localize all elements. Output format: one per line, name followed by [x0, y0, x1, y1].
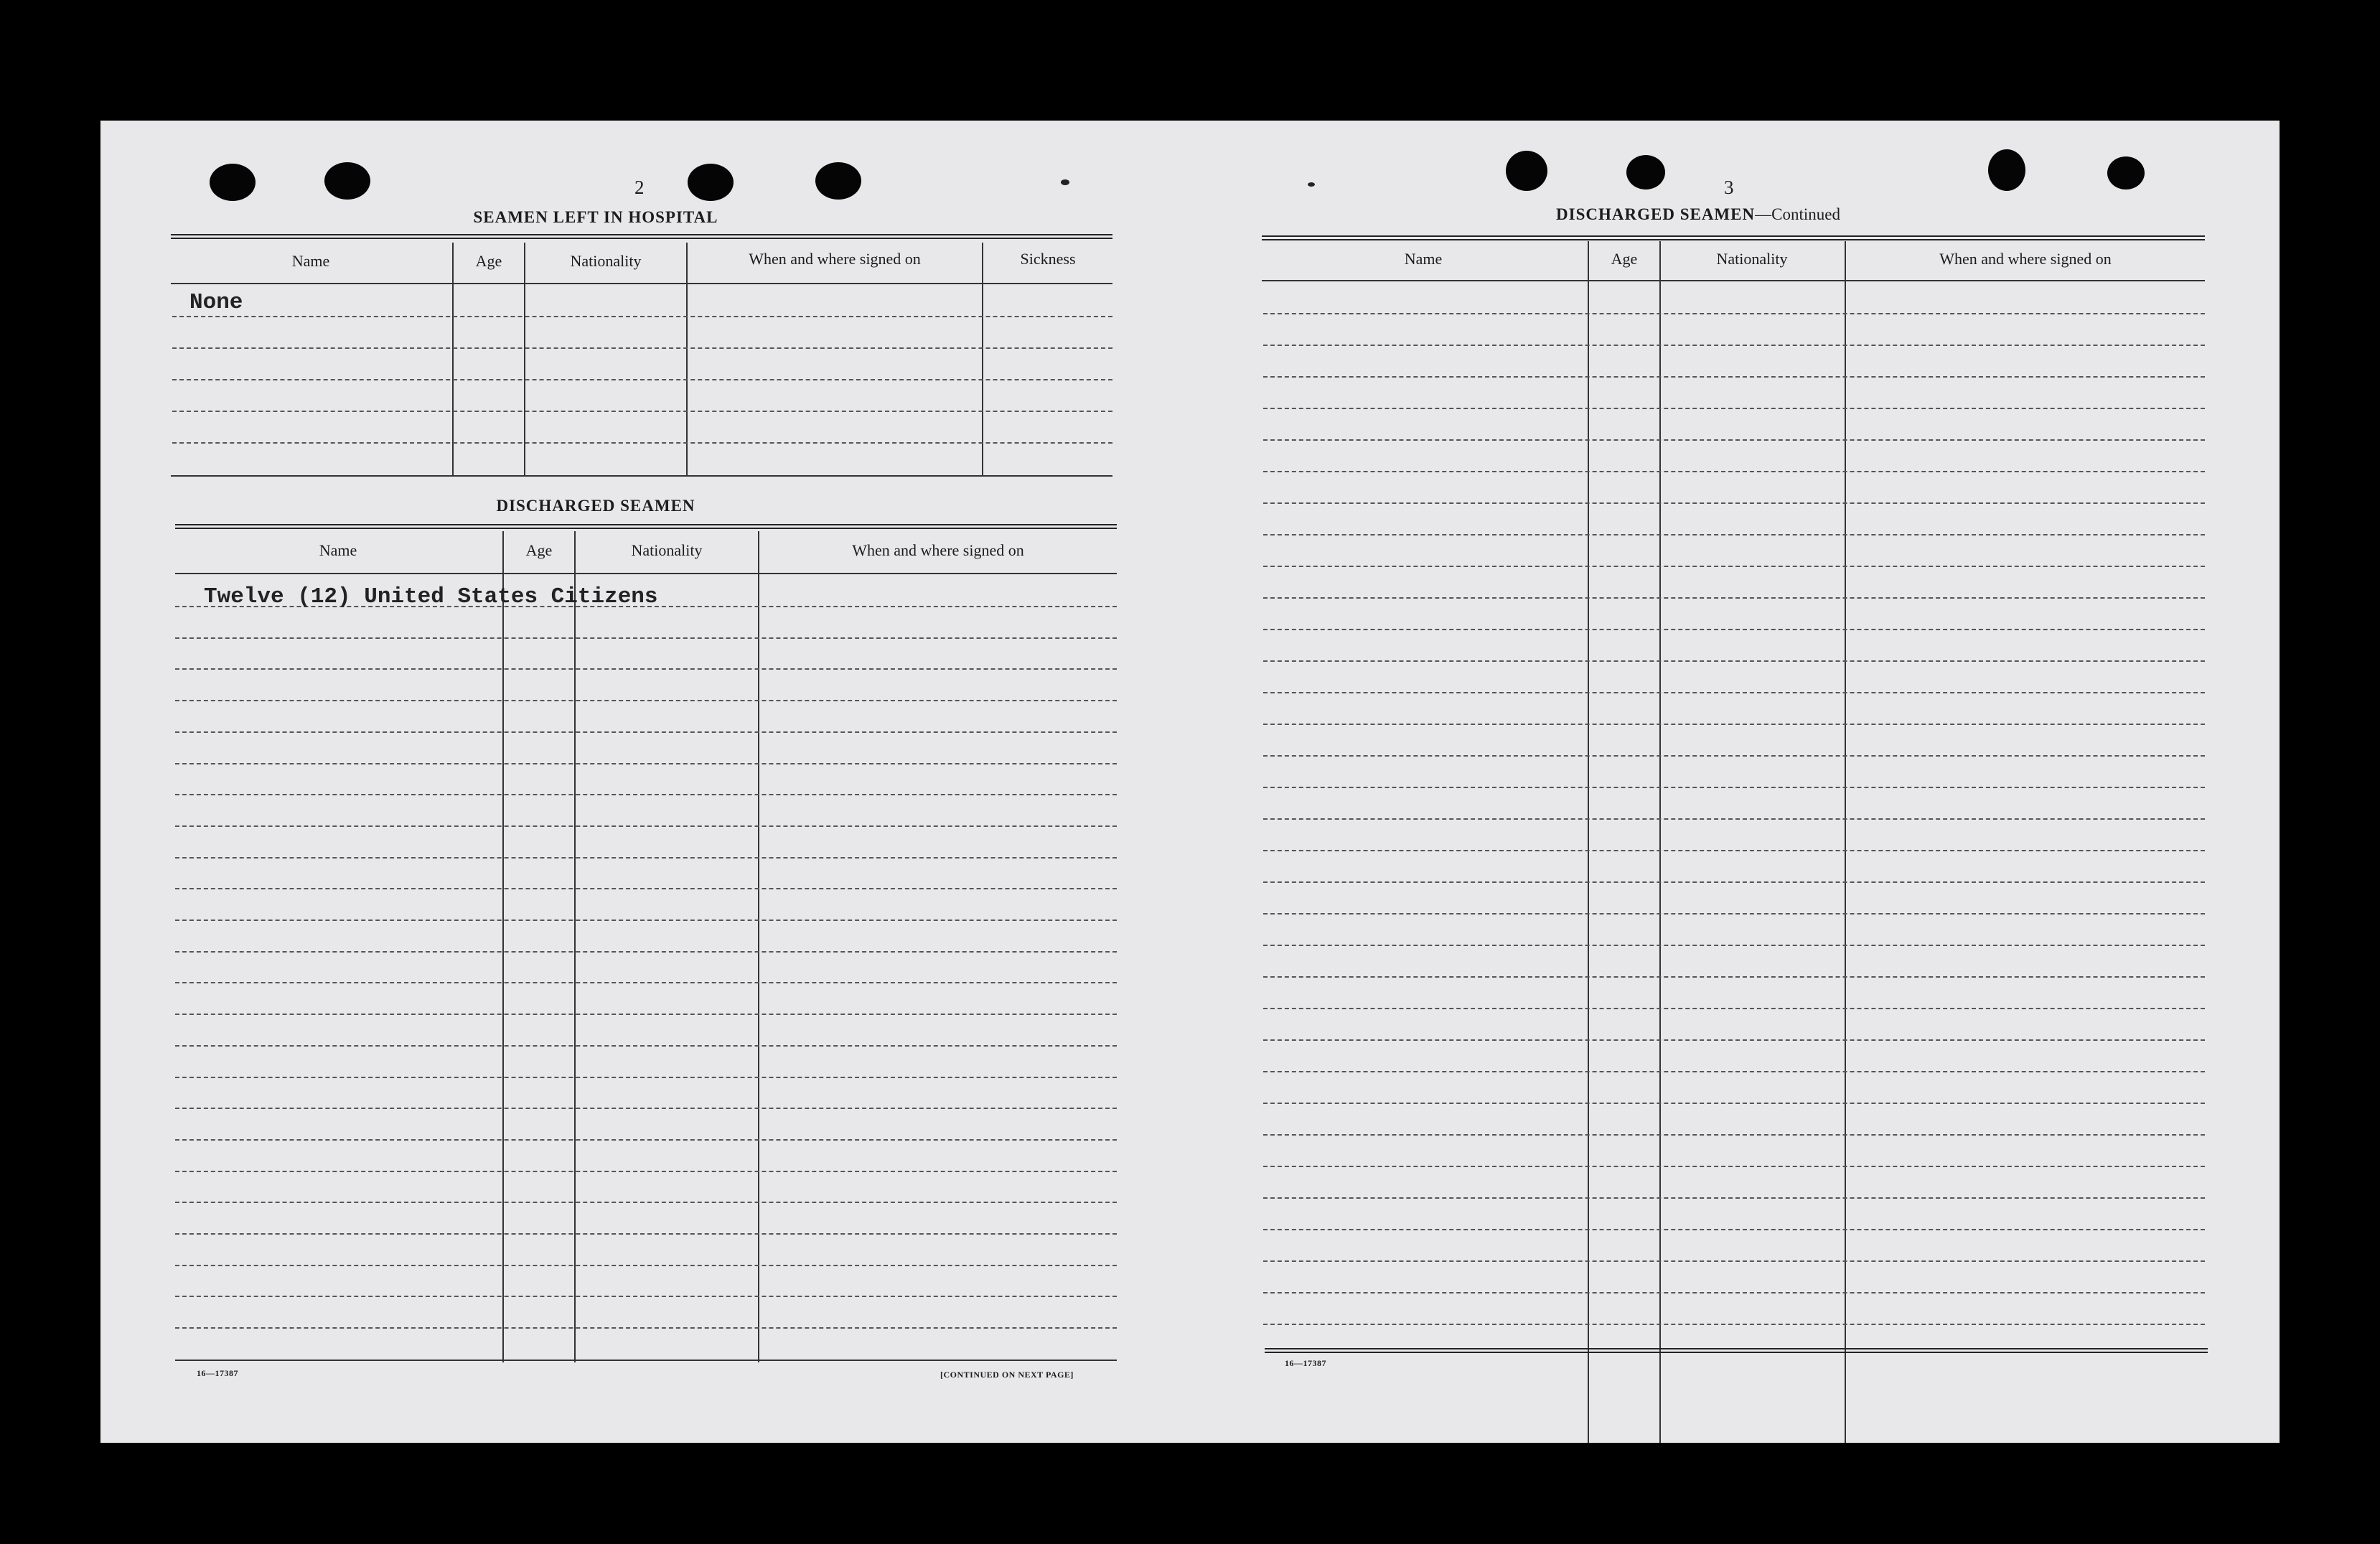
row-line	[1263, 534, 2205, 535]
row-line	[1263, 1197, 2205, 1199]
table-bottom-rule	[1265, 1348, 2208, 1353]
page-number: 2	[634, 177, 645, 198]
row-line	[175, 731, 1117, 733]
row-line	[1263, 945, 2205, 946]
discharged-col-age: Age	[525, 541, 553, 559]
row-line	[175, 763, 1117, 764]
row-line	[1263, 881, 2205, 883]
speck	[1061, 179, 1069, 185]
hospital-col-signed-on: When and where signed on	[749, 250, 921, 268]
table-bottom-rule	[171, 475, 1112, 477]
row-line	[175, 637, 1117, 639]
punch-hole	[1988, 149, 2025, 191]
row-line	[1263, 1103, 2205, 1104]
row-line	[1263, 1292, 2205, 1293]
punch-hole	[324, 162, 370, 200]
table-top-rule	[175, 524, 1117, 529]
row-line	[1263, 629, 2205, 630]
row-line	[175, 888, 1117, 889]
discharged-section-title: DISCHARGED SEAMEN	[496, 497, 695, 515]
row-line	[1263, 755, 2205, 757]
punch-hole	[1506, 151, 1547, 191]
right-page	[1196, 121, 2280, 1443]
col-name: Name	[1404, 250, 1443, 268]
column-divider	[758, 531, 759, 1362]
row-line	[1263, 850, 2205, 851]
row-line	[1263, 660, 2205, 662]
row-line	[175, 1014, 1117, 1015]
row-line	[172, 442, 1112, 444]
row-line	[1263, 1166, 2205, 1167]
column-divider	[502, 531, 504, 1362]
column-divider	[1659, 241, 1661, 1443]
column-divider	[1845, 241, 1846, 1443]
discharged-entry: Twelve (12) United States Citizens	[204, 584, 658, 609]
row-line	[1263, 692, 2205, 693]
punch-hole	[688, 164, 734, 201]
table-top-rule	[1262, 235, 2205, 240]
col-age: Age	[1611, 250, 1638, 268]
title-continued: —Continued	[1755, 205, 1840, 223]
title-main: DISCHARGED SEAMEN	[1556, 205, 1756, 223]
row-line	[172, 347, 1112, 349]
row-line	[175, 1233, 1117, 1235]
row-line	[175, 1171, 1117, 1172]
row-line	[172, 411, 1112, 412]
column-divider	[574, 531, 576, 1362]
row-line	[175, 668, 1117, 670]
row-line	[1263, 1134, 2205, 1136]
row-line	[1263, 976, 2205, 978]
punch-hole	[210, 164, 256, 201]
row-line	[175, 1139, 1117, 1141]
row-line	[175, 700, 1117, 701]
row-line	[1263, 818, 2205, 820]
discharged-col-nationality: Nationality	[631, 541, 703, 559]
row-line	[1263, 502, 2205, 504]
row-line	[1263, 597, 2205, 599]
row-line	[1263, 913, 2205, 914]
row-line	[175, 951, 1117, 953]
column-divider	[1588, 241, 1589, 1443]
row-line	[175, 794, 1117, 795]
row-line	[1263, 408, 2205, 409]
row-line	[175, 1202, 1117, 1203]
continued-note: [CONTINUED ON NEXT PAGE]	[940, 1370, 1074, 1380]
discharged-col-name: Name	[319, 541, 357, 559]
row-line	[172, 379, 1112, 380]
hospital-col-age: Age	[475, 252, 502, 270]
row-line	[175, 1296, 1117, 1297]
discharged-col-signed-on: When and where signed on	[852, 541, 1024, 559]
hospital-col-name: Name	[291, 252, 330, 270]
punch-hole	[815, 162, 861, 200]
row-line	[175, 1077, 1117, 1078]
form-number: 16—17387	[1285, 1358, 1326, 1368]
page-number: 3	[1724, 177, 1734, 198]
row-line	[1263, 1071, 2205, 1072]
form-number: 16—17387	[197, 1368, 238, 1378]
row-line	[175, 1265, 1117, 1266]
row-line	[175, 982, 1117, 983]
discharged-continued-title	[1483, 205, 1913, 224]
row-line	[1263, 566, 2205, 567]
left-page	[100, 121, 1196, 1443]
hospital-col-sickness: Sickness	[1020, 250, 1076, 268]
row-line	[175, 1108, 1117, 1109]
row-line	[1263, 1039, 2205, 1041]
hospital-section-title: SEAMEN LEFT IN HOSPITAL	[473, 208, 718, 226]
header-rule	[1262, 280, 2205, 281]
row-line	[175, 920, 1117, 921]
col-signed-on: When and where signed on	[1939, 250, 2112, 268]
hospital-col-nationality: Nationality	[570, 252, 642, 270]
header-rule	[171, 283, 1112, 284]
speck	[1308, 182, 1315, 187]
row-line	[175, 825, 1117, 827]
table-bottom-rule	[175, 1360, 1117, 1361]
row-line	[1263, 724, 2205, 725]
row-line	[1263, 1008, 2205, 1009]
hospital-entry: None	[189, 290, 243, 315]
row-line	[1263, 376, 2205, 378]
row-line	[1263, 1229, 2205, 1230]
row-line	[1263, 313, 2205, 314]
header-rule	[175, 573, 1117, 574]
row-line	[1263, 1260, 2205, 1262]
row-line	[1263, 471, 2205, 472]
row-line	[175, 1327, 1117, 1329]
row-line	[1263, 787, 2205, 788]
punch-hole	[2107, 156, 2145, 190]
row-line	[172, 316, 1112, 317]
row-line	[1263, 439, 2205, 441]
punch-hole	[1626, 155, 1665, 190]
row-line	[175, 1045, 1117, 1047]
row-line	[1263, 1324, 2205, 1325]
row-line	[175, 857, 1117, 858]
col-nationality: Nationality	[1716, 250, 1788, 268]
row-line	[1263, 345, 2205, 346]
table-top-rule	[171, 234, 1112, 239]
